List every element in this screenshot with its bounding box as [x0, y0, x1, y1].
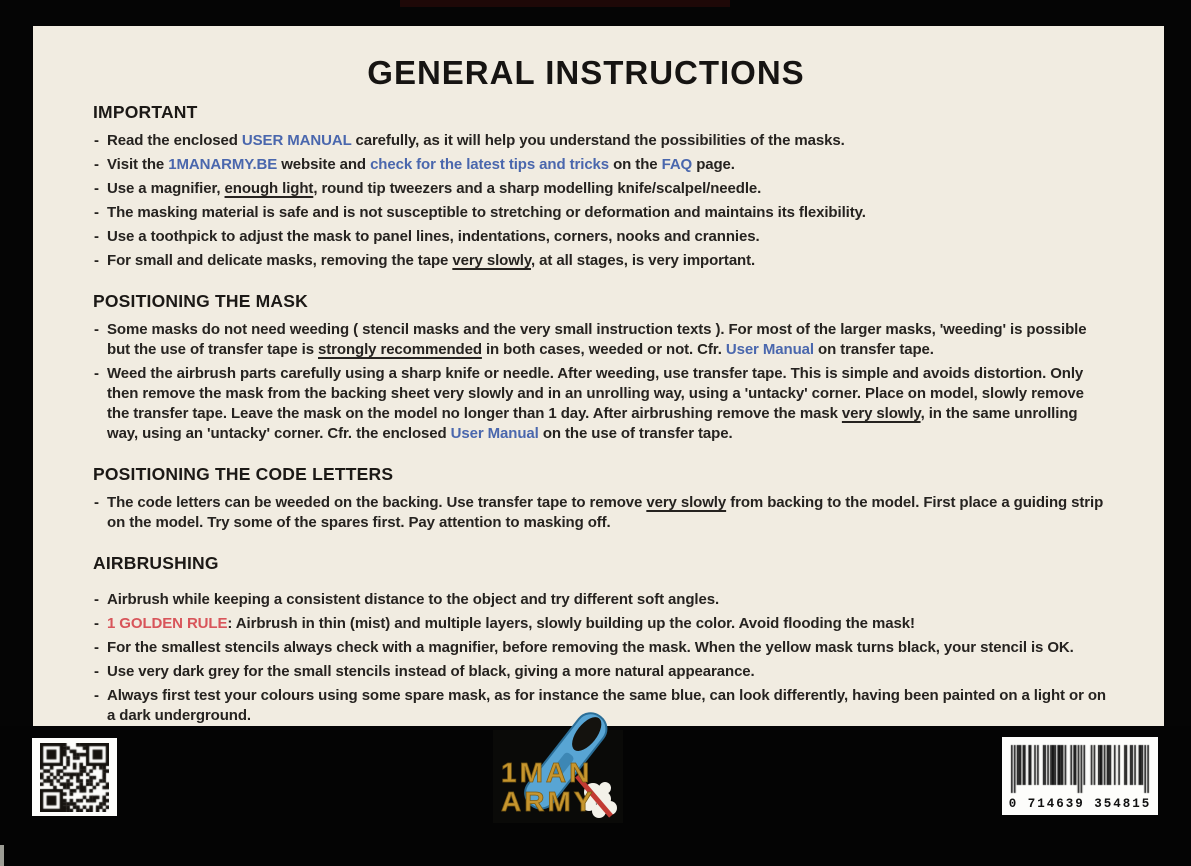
underlined-text: very slowly: [841, 405, 921, 422]
barcode-box: [1002, 737, 1158, 815]
text-run: Weed the airbrush parts carefully using a sharp knife or needle. After weeding, use transfer tape. This is simple and avoids distortion. Only then remove the mask from the backing sheet very slowly and in an unrolling way, using a 'untacky' corner. Place on model, slowly remove the transfer tape. Leave the mask on the model no longer than 1 day. After airbrushing remove the mask: [107, 365, 1084, 422]
footer-strip: [0, 726, 1191, 866]
bullet-item: [93, 590, 1109, 610]
airbrush-logo-icon: [493, 730, 623, 823]
inline-link[interactable]: FAQ: [661, 156, 693, 173]
section-positioning-the-mask: [93, 291, 1109, 444]
bullet-item: [93, 179, 1109, 199]
text-run: Always first test your colours using some spare mask, as for instance the same blue, can look differently, having been painted on a light or on a dark underground.: [107, 687, 1106, 724]
bullet-item: [93, 251, 1109, 271]
inline-link[interactable]: 1MANARMY.BE: [168, 156, 278, 173]
bullet-item: [93, 320, 1109, 360]
underlined-text: very slowly: [646, 494, 727, 511]
section-heading: IMPORTANT: [93, 102, 198, 122]
bullet-item: [93, 227, 1109, 247]
text-run: , at all stages, is very important.: [531, 252, 756, 269]
page-title: GENERAL INSTRUCTIONS: [367, 54, 805, 91]
text-run: The code letters can be weeded on the backing. Use transfer tape to remove: [107, 494, 647, 511]
scan-edge-artifact: [0, 845, 4, 866]
logo-text-line2: ARMY: [501, 786, 596, 817]
text-run: website and: [277, 156, 371, 173]
bullet-item: [93, 155, 1109, 175]
text-run: page.: [692, 156, 735, 173]
text-run: on the use of transfer tape.: [538, 425, 733, 442]
bullet-item: [93, 493, 1109, 533]
inline-link[interactable]: USER MANUAL: [241, 132, 352, 149]
text-run: , in the same unrolling way, using an 'untacky' corner. Cfr. the enclosed: [107, 405, 1078, 442]
bullet-item: [93, 638, 1109, 658]
box-edge-artifact: [400, 0, 730, 7]
section-heading: POSITIONING THE MASK: [93, 291, 308, 311]
bullet-item: [93, 614, 1109, 634]
bullet-item: [93, 662, 1109, 682]
qr-code-box: [32, 738, 117, 816]
text-run: Visit the: [107, 156, 169, 173]
text-run: from backing to the model. First place a guiding strip on the model. Try some of the spares first. Pay attention to masking off.: [107, 494, 1104, 531]
text-run: The masking material is safe and is not susceptible to stretching or deformation and maintains its flexibility.: [107, 204, 866, 221]
text-run: For small and delicate masks, removing the tape: [107, 252, 453, 269]
barcode-digits: 0 714639 354815: [1008, 797, 1152, 811]
highlight-red: 1 GOLDEN RULE: [107, 615, 228, 632]
underlined-text: very slowly: [452, 252, 531, 269]
text-run: , round tip tweezers and a sharp modelling knife/scalpel/needle.: [313, 180, 762, 197]
section-positioning-the-code-letters: [93, 464, 1109, 533]
sections: [93, 102, 1109, 750]
barcode-icon: [1008, 743, 1152, 795]
bullet-item: [93, 203, 1109, 223]
instruction-panel: [33, 26, 1164, 726]
section-heading: POSITIONING THE CODE LETTERS: [93, 464, 394, 484]
text-run: Use a toothpick to adjust the mask to panel lines, indentations, corners, nooks and crannies.: [107, 228, 760, 245]
underlined-text: strongly recommended: [318, 341, 482, 358]
inline-link[interactable]: User Manual: [450, 425, 539, 442]
text-run: Airbrush while keeping a consistent distance to the object and try different soft angles.: [107, 591, 720, 608]
text-run: on the: [609, 156, 662, 173]
text-run: For the smallest stencils always check with a magnifier, before removing the mask. When the yellow mask turns black, your stencil is OK.: [107, 639, 1074, 656]
section-important: [93, 102, 1109, 271]
text-run: on transfer tape.: [813, 341, 934, 358]
underlined-text: enough light: [224, 180, 314, 197]
brand-logo: [493, 730, 623, 823]
text-run: in both cases, weeded or not. Cfr.: [481, 341, 726, 358]
section-heading: AIRBRUSHING: [93, 553, 219, 573]
text-run: Read the enclosed: [107, 132, 242, 149]
text-run: carefully, as it will help you understand the possibilities of the masks.: [351, 132, 845, 149]
inline-link[interactable]: User Manual: [725, 341, 814, 358]
text-run: Use very dark grey for the small stencils instead of black, giving a more natural appearance.: [107, 663, 755, 680]
text-run: : Airbrush in thin (mist) and multiple layers, slowly building up the color. Avoid flooding the mask!: [227, 615, 915, 632]
logo-text-line1: 1MAN: [501, 757, 593, 788]
qr-code-icon: [40, 743, 109, 812]
bullet-item: [93, 131, 1109, 151]
inline-link[interactable]: check for the latest tips and tricks: [370, 156, 610, 173]
text-run: Some masks do not need weeding ( stencil masks and the very small instruction texts ). For most of the larger masks, 'weeding' is possible but the use of transfer tape is: [107, 321, 1087, 358]
text-run: Use a magnifier,: [107, 180, 225, 197]
bullet-item: [93, 364, 1109, 444]
